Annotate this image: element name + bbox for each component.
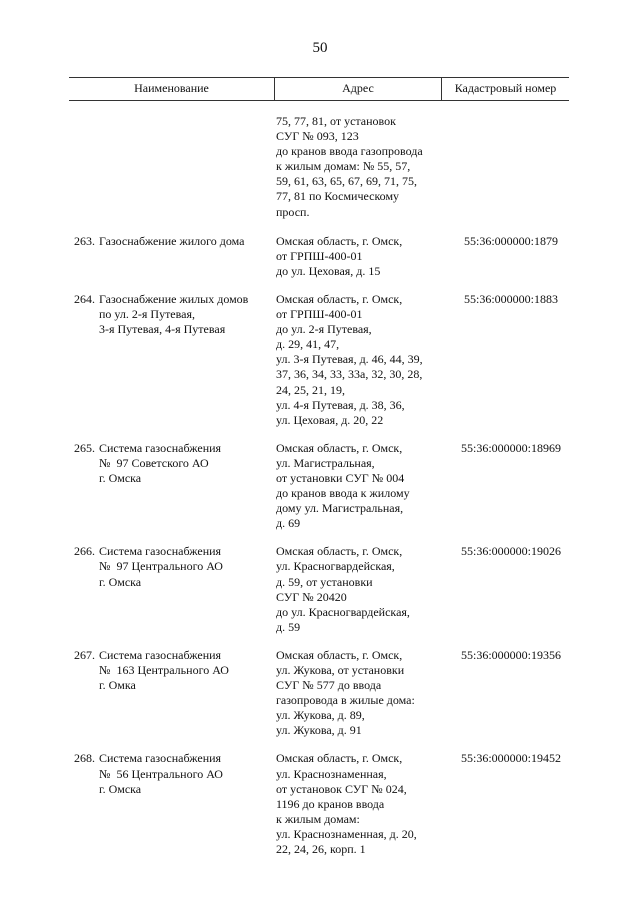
row-number: 266. [74,544,95,559]
row-name: Система газоснабжения № 97 Центрального АО г. Омска [99,544,223,589]
row-cadastral: 55:36:000000:1883 [463,291,558,306]
row-number: 264. [74,291,95,306]
row-address: Омская область, г. Омск, ул. Жукова, от установки СУГ № 577 до ввода газопровода в жилые дома: ул. Жукова, д. 89, ул. Жукова, д. 91 [276,647,415,738]
row-number: 265. [74,440,95,455]
table-header-top-rule [69,77,569,78]
row-cadastral: 55:36:000000:19026 [460,544,561,559]
table-body [0,114,640,870]
row-name: Газоснабжение жилого дома [99,233,245,248]
row-cadastral: 55:36:000000:19452 [460,751,561,766]
row-name: Система газоснабжения № 97 Советского АО г. Омска [99,440,222,485]
table-row [0,751,640,857]
row-address: Омская область, г. Омск, от ГРПШ-400-01 до ул. 2-я Путевая, д. 29, 41, 47, ул. 3-я Путевая, д. 46, 44, 39, 37, 36, 34, 33, 33а, 32, 30, 28, 24, 25, 21, 19, ул. 4-я Путевая, д. 38, 36, ул. Цеховая, д. 20, 22 [276,291,423,427]
table-row [0,441,640,532]
table-row [0,648,640,739]
row-cadastral: 55:36:000000:1879 [463,233,558,248]
row-cadastral: 55:36:000000:18969 [460,440,561,455]
table-header-bottom-rule [69,100,569,101]
row-cadastral: 55:36:000000:19356 [460,647,561,662]
table-row [0,544,640,635]
row-address: 75, 77, 81, от установок СУГ № 093, 123 до кранов ввода газопровода к жилым домам: № 55, 57, 59, 61, 63, 65, 67, 69, 71, 75, 77, 81 по Космическому просп. [276,114,423,219]
row-address: Омская область, г. Омск, ул. Красногвардейская, д. 59, от установки СУГ № 20420 до ул. Красногвардейская, д. 59 [276,544,410,634]
row-number: 263. [74,233,95,248]
row-number: 267. [74,647,95,662]
row-address: Омская область, г. Омск, ул. Краснознаменная, от установок СУГ № 024, 1196 до кранов ввода к жилым домам: ул. Краснознаменная, д. 20, 22, 24, 26, корп. 1 [276,751,417,857]
page-number: 50 [312,40,328,56]
row-name: Система газоснабжения № 56 Центрального АО г. Омска [99,751,223,796]
row-address: Омская область, г. Омск, ул. Магистральная, от установки СУГ № 004 до кранов ввода к жилому дому ул. Магистральная, д. 69 [276,440,410,531]
header-cadastral: Кадастровый номер [454,81,557,95]
header-address: Адрес [342,81,374,95]
row-name: Газоснабжение жилых домов по ул. 2-я Путевая, 3-я Путевая, 4-я Путевая [99,291,249,337]
row-name: Система газоснабжения № 163 Центрального АО г. Омка [99,647,229,693]
row-address: Омская область, г. Омск, от ГРПШ-400-01 до ул. Цеховая, д. 15 [276,233,403,278]
table-row [0,234,640,279]
row-number: 268. [74,751,95,766]
table-row [0,292,640,428]
header-name: Наименование [134,81,209,95]
table-row-continuation [0,114,640,220]
